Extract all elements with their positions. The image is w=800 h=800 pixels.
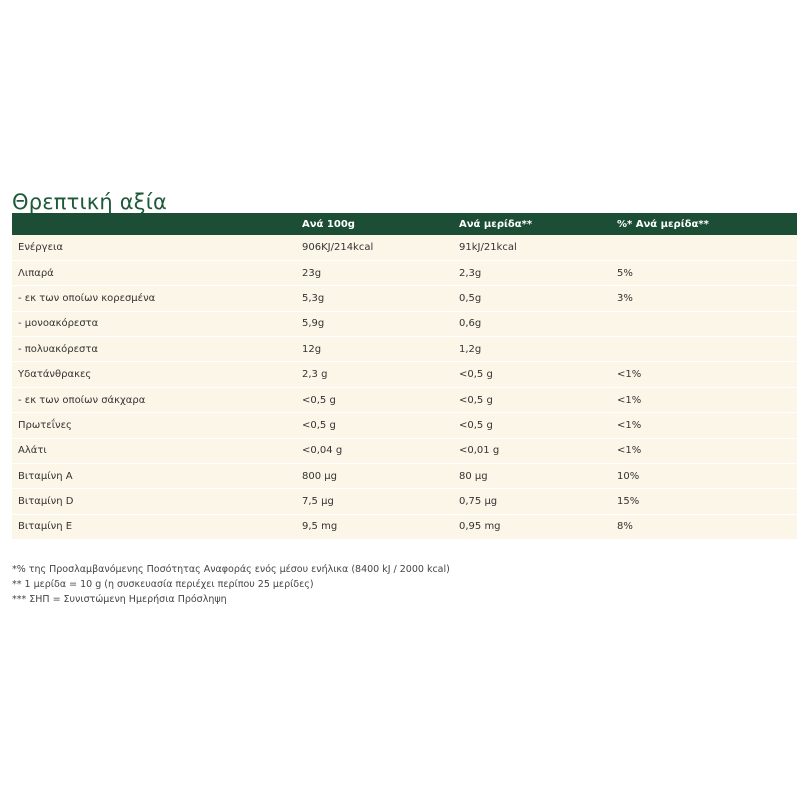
value-per-100g: 12g (302, 337, 459, 362)
table-row (12, 464, 797, 489)
header-percent-per-serving: %* Ανά μερίδα** (617, 218, 709, 230)
value-per-100g: <0,04 g (302, 438, 459, 463)
nutrient-name: Αλάτι (12, 438, 302, 463)
table-row (12, 489, 797, 514)
percent-per-serving: 3% (617, 286, 797, 311)
nutrient-name: - εκ των οποίων σάκχαρα (12, 387, 302, 412)
table-row (12, 311, 797, 336)
table-row (12, 260, 797, 285)
nutrient-name: Βιταμίνη Α (12, 464, 302, 489)
table-row (12, 235, 797, 260)
footnotes (12, 562, 450, 607)
value-per-serving: 0,5g (459, 286, 617, 311)
table-row (12, 514, 797, 539)
table-header-row (12, 213, 797, 235)
table-row (12, 387, 797, 412)
value-per-100g: 5,9g (302, 311, 459, 336)
value-per-100g: 9,5 mg (302, 514, 459, 539)
percent-per-serving: 8% (617, 514, 797, 539)
value-per-100g: <0,5 g (302, 413, 459, 438)
table-row (12, 438, 797, 463)
value-per-serving: <0,5 g (459, 413, 617, 438)
nutrient-name: Ενέργεια (12, 235, 302, 260)
value-per-100g: 2,3 g (302, 362, 459, 387)
value-per-100g: <0,5 g (302, 387, 459, 412)
value-per-100g: 800 μg (302, 464, 459, 489)
header-per-serving: Ανά μερίδα** (459, 218, 533, 230)
percent-per-serving: 15% (617, 489, 797, 514)
table-row (12, 413, 797, 438)
nutrition-table (12, 213, 797, 540)
percent-per-serving (617, 235, 797, 260)
nutrient-name: - πολυακόρεστα (12, 337, 302, 362)
percent-per-serving: <1% (617, 413, 797, 438)
value-per-serving: 0,6g (459, 311, 617, 336)
footnote: *% της Προσλαμβανόμενης Ποσότητας Αναφοράς ενός μέσου ενήλικα (8400 kJ / 2000 kcal) (12, 564, 450, 575)
table-row (12, 362, 797, 387)
value-per-serving: 0,95 mg (459, 514, 617, 539)
nutrient-name: Λιπαρά (12, 260, 302, 285)
value-per-serving: 1,2g (459, 337, 617, 362)
nutrient-name: - εκ των οποίων κορεσμένα (12, 286, 302, 311)
nutrient-name: Υδατάνθρακες (12, 362, 302, 387)
header-per-100g: Ανά 100g (302, 218, 355, 230)
table-row (12, 337, 797, 362)
value-per-serving: 91kJ/21kcal (459, 235, 617, 260)
table-body (12, 235, 797, 540)
value-per-serving: <0,01 g (459, 438, 617, 463)
value-per-serving: <0,5 g (459, 362, 617, 387)
percent-per-serving: <1% (617, 387, 797, 412)
header-nutrient (12, 213, 302, 235)
footnote: ** 1 μερίδα = 10 g (η συσκευασία περιέχει περίπου 25 μερίδες) (12, 579, 314, 590)
percent-per-serving: 10% (617, 464, 797, 489)
percent-per-serving: <1% (617, 438, 797, 463)
value-per-100g: 5,3g (302, 286, 459, 311)
nutrient-name: Βιταμίνη Ε (12, 514, 302, 539)
percent-per-serving: 5% (617, 260, 797, 285)
value-per-100g: 23g (302, 260, 459, 285)
value-per-serving: 0,75 μg (459, 489, 617, 514)
percent-per-serving (617, 337, 797, 362)
nutrient-name: Πρωτεΐνες (12, 413, 302, 438)
nutrient-name: - μονοακόρεστα (12, 311, 302, 336)
percent-per-serving: <1% (617, 362, 797, 387)
value-per-serving: <0,5 g (459, 387, 617, 412)
value-per-serving: 2,3g (459, 260, 617, 285)
footnote: *** ΣΗΠ = Συνιστώμενη Ημερήσια Πρόσληψη (12, 594, 227, 605)
table-row (12, 286, 797, 311)
nutrient-name: Βιταμίνη D (12, 489, 302, 514)
value-per-serving: 80 μg (459, 464, 617, 489)
page-title: Θρεπτική αξία (12, 190, 168, 215)
value-per-100g: 906KJ/214kcal (302, 235, 459, 260)
percent-per-serving (617, 311, 797, 336)
value-per-100g: 7,5 μg (302, 489, 459, 514)
